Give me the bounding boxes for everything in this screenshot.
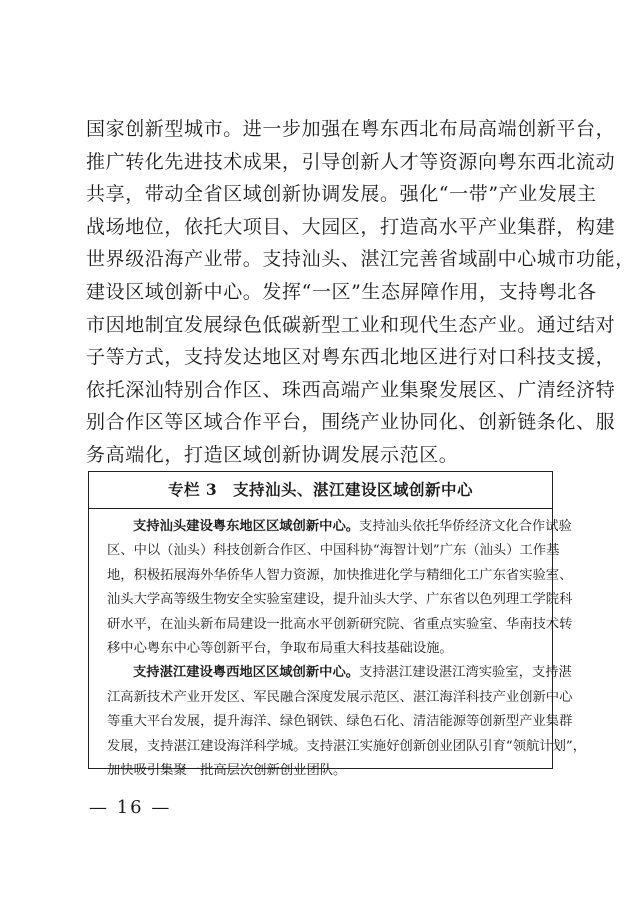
box-line: 地，积极拓展海外华侨华人智力资源，加快推进化学与精细化工广东省实验室、 xyxy=(107,567,573,583)
box-line: 支持汕头依托华侨经济文化合作试验 xyxy=(359,519,572,534)
page-number: — 16 — xyxy=(89,797,172,818)
body-line: 别合作区等区域合作平台，围绕产业协同化、创新链条化、服 xyxy=(86,411,616,434)
box-line: 支持湛江建设湛江湾实验室，支持湛 xyxy=(359,665,572,681)
column-label: 专栏 3 xyxy=(167,480,218,499)
box-line: 加快吸引集聚一批高层次创新创业团队。 xyxy=(107,763,347,779)
column-box-body xyxy=(89,509,586,783)
body-line: 国家创新型城市。进一步加强在粤东西北布局高端创新平台， xyxy=(86,118,616,140)
shantou-paragraph xyxy=(107,515,573,661)
box-line: 汕头大学高等级生物安全实验室建设，提升汕头大学、广东省以色列理工学院科 xyxy=(107,592,573,608)
box-line: 研水平，在汕头新布局建设一批高水平创新研究院、省重点实验室、华南技术转 xyxy=(107,616,573,632)
shantou-heading: 支持汕头建设粤东地区区域创新中心。 xyxy=(133,519,360,534)
box-line: 江高新技术产业开发区、军民融合深度发展示范区、湛江海洋科技产业创新中心 xyxy=(107,689,573,705)
box-line: 区、中以（汕头）科技创新合作区、中国科协“海智计划”广东（汕头）工作基 xyxy=(107,543,560,559)
body-line: 依托深汕特别合作区、珠西高端产业集聚发展区、广清经济特 xyxy=(86,378,616,401)
zhanjiang-heading: 支持湛江建设粤西地区区域创新中心。 xyxy=(133,665,360,681)
body-line: 市因地制宜发展绿色低碳新型工业和现代生态产业。通过结对 xyxy=(86,313,616,336)
body-line: 子等方式，支持发达地区对粤东西北地区进行对口科技支援， xyxy=(86,346,616,369)
body-line: 战场地位，依托大项目、大园区，打造高水平产业集群，构建 xyxy=(86,215,616,238)
body-line: 务高端化，打造区域创新协调发展示范区。 xyxy=(86,443,459,466)
body-line: 建设区域创新中心。发挥“一区”生态屏障作用，支持粤北各 xyxy=(86,280,597,303)
column-title-text: 支持汕头、湛江建设区域创新中心 xyxy=(233,480,474,499)
body-line: 推广转化先进技术成果，引导创新人才等资源向粤东西北流动 xyxy=(86,150,616,173)
body-line: 世界级沿海产业带。支持汕头、湛江完善省域副中心城市功能， xyxy=(86,248,635,271)
box-line: 移中心粤东中心等创新平台，争取布局重大科技基础设施。 xyxy=(107,641,453,657)
body-line: 共享，带动全省区域创新协调发展。强化“一带”产业发展主 xyxy=(86,183,597,206)
column-box xyxy=(88,471,586,779)
body-paragraph xyxy=(86,113,635,472)
box-line: 发展，支持湛江建设海洋科学城。支持湛江实施好创新创业团队引育“领航计划”， xyxy=(107,738,586,754)
zhanjiang-paragraph xyxy=(107,661,586,783)
column-box-title xyxy=(89,472,552,509)
box-line: 等重大平台发展，提升海洋、绿色钢铁、绿色石化、清洁能源等创新型产业集群 xyxy=(107,714,573,730)
